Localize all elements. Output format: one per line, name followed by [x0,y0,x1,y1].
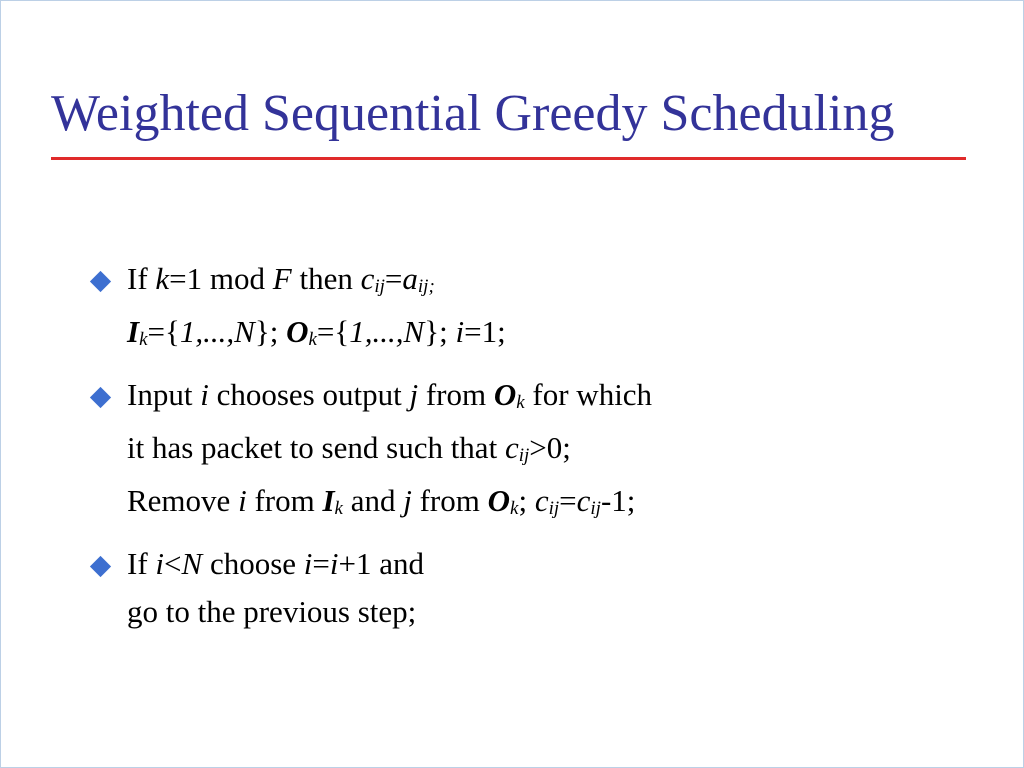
text-run: a [402,261,418,296]
bullet-line [127,540,849,588]
text-run: F [272,261,292,296]
text-run: ij [590,498,601,519]
text-run: choose [202,546,304,581]
text-run: k [155,261,170,296]
text-run: Remove [127,483,239,518]
text-run: then [291,261,361,296]
text-run: k [308,329,317,350]
text-run: ij [374,276,385,297]
text-run: chooses output [208,377,410,412]
text-run: go to the previous step; [127,594,417,629]
text-run: i [200,377,209,412]
text-run: from [411,483,488,518]
text-run: Input [127,377,201,412]
text-run: i [329,546,339,581]
text-run: k [516,392,525,413]
text-run: = [559,483,577,518]
text-run: }; [254,314,287,349]
text-run: for which [524,377,653,412]
slide-title: Weighted Sequential Greedy Scheduling [51,85,895,142]
text-run: k [334,498,343,519]
text-run: i [155,546,165,581]
diamond-bullet-icon [90,387,111,408]
text-run: ij; [417,276,435,297]
bullet-line [127,477,849,530]
text-run: O [487,483,511,518]
bullet-item [89,540,849,636]
text-run: >0; [529,430,571,465]
text-run: =1 mod [169,261,273,296]
text-run: i [238,483,247,518]
text-run: If [127,546,156,581]
text-run: ={ [316,314,350,349]
text-run: ; [518,483,535,518]
text-run: N [181,546,203,581]
text-run: k [139,329,148,350]
text-run: c [360,261,375,296]
text-run: 1,...,N [179,314,255,349]
text-run: j [409,377,419,412]
title-underline [51,157,966,160]
diamond-bullet-icon [90,556,111,577]
text-run: = [384,261,403,296]
text-run: ={ [147,314,180,349]
text-run: j [403,483,412,518]
text-run: = [312,546,330,581]
bullet-list [89,255,849,646]
bullet-line [127,588,849,636]
text-run: O [493,377,517,412]
text-run: c [504,430,519,465]
text-run: k [510,498,519,519]
bullet-line [127,255,849,308]
text-run: it has packet to send such that [127,430,505,465]
text-run: and [342,483,404,518]
text-run: O [286,314,309,349]
text-run: from [418,377,494,412]
text-run: from [246,483,323,518]
text-run: c [576,483,591,518]
text-run: 1,...,N [349,314,425,349]
text-run: }; [424,314,456,349]
bullet-line [127,371,849,424]
text-run: < [164,546,182,581]
text-run: +1 and [338,546,425,581]
bullet-line [127,424,849,477]
bullet-item [89,371,849,530]
text-run: i [455,314,465,349]
text-run: ij [548,498,560,519]
text-run: -1; [600,483,636,518]
text-run: I [127,314,140,349]
text-run: =1; [464,314,506,349]
text-run: I [322,483,335,518]
bullet-item [89,255,849,361]
text-run: i [303,546,313,581]
diamond-bullet-icon [90,271,111,292]
bullet-line [127,308,849,361]
text-run: If [127,261,156,296]
text-run: c [534,483,549,518]
text-run: ij [518,445,530,466]
